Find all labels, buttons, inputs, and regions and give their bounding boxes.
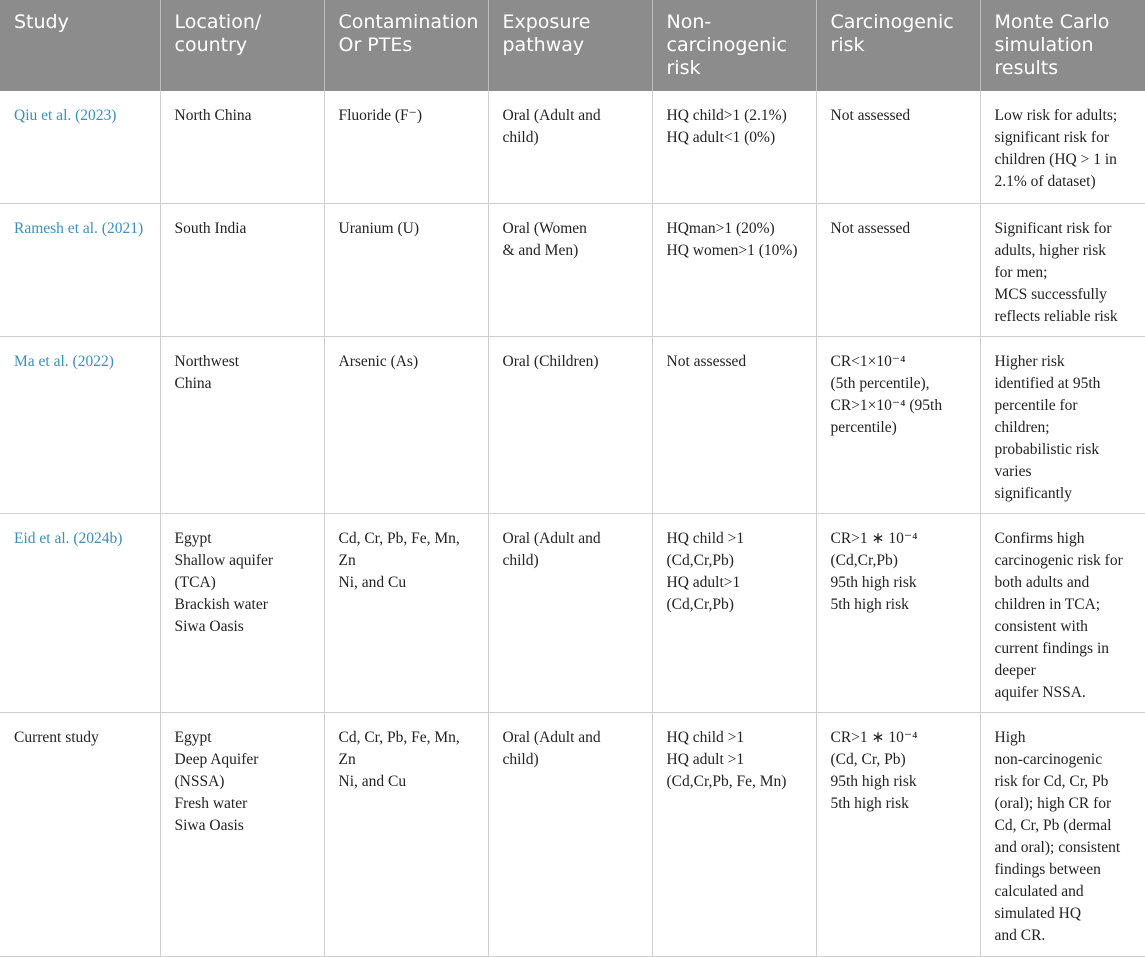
text-line: Higher risk — [994, 352, 1065, 370]
text-line: Oral (Adult and — [502, 728, 601, 746]
text-line: 2.1% of dataset) — [994, 173, 1096, 190]
text-line: country — [174, 34, 248, 56]
cell-study — [0, 513, 160, 712]
text-line: Uranium (U) — [338, 219, 419, 237]
cell-monte-carlo-results — [980, 91, 1145, 203]
text-line: both adults and — [994, 573, 1090, 591]
text-line: Fresh water — [174, 794, 248, 812]
text-line: Egypt — [174, 529, 212, 547]
text-line: CR>1×10⁻⁴ (95th — [830, 396, 943, 414]
citation-link[interactable]: Ramesh et al. (2021) — [14, 219, 144, 237]
text-line: Ni, and Cu — [338, 772, 407, 790]
text-line: Contamination — [338, 11, 479, 33]
text-line: Fluoride (F⁻) — [338, 107, 423, 124]
cell-exposure-pathway — [488, 712, 652, 956]
text-line: calculated and — [994, 882, 1084, 900]
cell-carcinogenic-risk — [816, 203, 980, 336]
cell-exposure-pathway — [488, 336, 652, 513]
text-line: (NSSA) — [174, 772, 225, 790]
text-line: Not assessed — [830, 219, 911, 237]
text-line: risk — [830, 34, 865, 56]
text-line: HQ adult>1 — [666, 573, 741, 591]
text-line: Siwa Oasis — [174, 617, 244, 635]
text-line: reflects reliable risk — [994, 307, 1118, 325]
text-line: deeper — [994, 661, 1036, 679]
text-line: Ni, and Cu — [338, 573, 407, 591]
text-line: non-carcinogenic — [994, 750, 1103, 768]
text-line: Significant risk for — [994, 219, 1112, 237]
header-carcinogenic-risk — [816, 0, 980, 91]
header-row — [0, 0, 1145, 91]
text-line: (Cd,Cr,Pb, Fe, Mn) — [666, 772, 787, 790]
text-line: simulated HQ — [994, 904, 1082, 922]
text-line: 5th high risk — [830, 794, 909, 812]
cell-monte-carlo-results — [980, 336, 1145, 513]
text-line: percentile for — [994, 396, 1078, 414]
text-line: for men; — [994, 263, 1048, 281]
text-line: Exposure — [502, 11, 591, 33]
text-line: South India — [174, 219, 247, 237]
text-line: adults, higher risk — [994, 241, 1106, 259]
text-line: findings between — [994, 860, 1101, 878]
text-line: China — [174, 374, 212, 392]
text-line: Deep Aquifer — [174, 750, 259, 768]
text-line: Confirms high — [994, 529, 1085, 547]
cell-monte-carlo-results — [980, 203, 1145, 336]
text-line: results — [994, 57, 1059, 79]
text-line: (TCA) — [174, 573, 216, 591]
cell-carcinogenic-risk — [816, 513, 980, 712]
text-line: Oral (Adult and — [502, 529, 601, 547]
text-line: children; — [994, 418, 1050, 436]
text-line: HQman>1 (20%) — [666, 219, 775, 237]
text-line: HQ adult<1 (0%) — [666, 129, 776, 146]
text-line: Location/ — [174, 11, 262, 33]
text-line: simulation — [994, 34, 1094, 56]
text-line: Not assessed — [666, 352, 747, 370]
text-line: Cd, Cr, Pb (dermal — [994, 816, 1112, 834]
cell-location — [160, 203, 324, 336]
text-line: Oral (Adult and — [502, 107, 601, 124]
cell-study — [0, 203, 160, 336]
cell-carcinogenic-risk — [816, 91, 980, 203]
text-line: (5th percentile), — [830, 374, 930, 392]
cell-location — [160, 336, 324, 513]
cell-location — [160, 513, 324, 712]
cell-exposure-pathway — [488, 513, 652, 712]
cell-non-carcinogenic-risk — [652, 336, 816, 513]
table-row — [0, 203, 1145, 336]
text-line: pathway — [502, 34, 585, 56]
cell-non-carcinogenic-risk — [652, 203, 816, 336]
table-row — [0, 91, 1145, 203]
text-line: identified at 95th — [994, 374, 1101, 392]
text-line: current findings in — [994, 639, 1110, 657]
header-non-carcinogenic-risk — [652, 0, 816, 91]
text-line: Monte Carlo — [994, 11, 1110, 33]
text-line: and CR. — [994, 926, 1046, 944]
cell-study — [0, 336, 160, 513]
cell-monte-carlo-results — [980, 712, 1145, 956]
cell-non-carcinogenic-risk — [652, 712, 816, 956]
table-row — [0, 513, 1145, 712]
text-line: (Cd,Cr,Pb) — [666, 595, 734, 613]
text-line: Oral (Women — [502, 219, 587, 237]
text-line: Low risk for adults; — [994, 107, 1118, 124]
text-line: MCS successfully — [994, 285, 1107, 303]
text-line: 95th high risk — [830, 772, 917, 790]
cell-study — [0, 712, 160, 956]
text-line: Zn — [338, 750, 356, 768]
text-line: CR<1×10⁻⁴ — [830, 352, 906, 370]
text-line: percentile) — [830, 418, 897, 436]
table-row — [0, 336, 1145, 513]
header-monte-carlo-results — [980, 0, 1145, 91]
cell-contamination — [324, 513, 488, 712]
text-line: consistent with — [994, 617, 1088, 635]
study-label: Current study — [14, 728, 99, 746]
text-line: children (HQ > 1 in — [994, 151, 1117, 168]
cell-carcinogenic-risk — [816, 336, 980, 513]
cell-exposure-pathway — [488, 91, 652, 203]
cell-location — [160, 712, 324, 956]
text-line: Non- — [666, 11, 712, 33]
cell-contamination — [324, 203, 488, 336]
text-line: HQ child>1 (2.1%) — [666, 107, 787, 124]
text-line: Or PTEs — [338, 34, 413, 56]
text-line: risk for Cd, Cr, Pb — [994, 772, 1109, 790]
text-line: Egypt — [174, 728, 212, 746]
text-line: Northwest — [174, 352, 240, 370]
text-line: child) — [502, 750, 539, 768]
text-line: significantly — [994, 484, 1072, 502]
cell-monte-carlo-results — [980, 513, 1145, 712]
text-line: (Cd,Cr,Pb) — [830, 551, 898, 569]
text-line: Brackish water — [174, 595, 268, 613]
text-line: significant risk for — [994, 129, 1110, 146]
header-exposure-pathway — [488, 0, 652, 91]
cell-non-carcinogenic-risk — [652, 91, 816, 203]
cell-non-carcinogenic-risk — [652, 513, 816, 712]
text-line: Study — [14, 11, 69, 33]
text-line: children in TCA; — [994, 595, 1101, 613]
text-line: Zn — [338, 551, 356, 569]
text-line: probabilistic risk — [994, 440, 1100, 458]
header-study — [0, 0, 160, 91]
text-line: North China — [174, 107, 252, 124]
text-line: and oral); consistent — [994, 838, 1121, 856]
text-line: HQ women>1 (10%) — [666, 241, 798, 259]
header-contamination — [324, 0, 488, 91]
text-line: Carcinogenic — [830, 11, 954, 33]
text-line: carcinogenic — [666, 34, 787, 56]
table-row — [0, 712, 1145, 956]
cell-contamination — [324, 712, 488, 956]
cell-carcinogenic-risk — [816, 712, 980, 956]
text-line: HQ child >1 — [666, 728, 745, 746]
text-line: HQ adult >1 — [666, 750, 745, 768]
cell-location — [160, 91, 324, 203]
text-line: (Cd, Cr, Pb) — [830, 750, 906, 768]
cell-contamination — [324, 91, 488, 203]
text-line: child) — [502, 551, 539, 569]
citation-link[interactable]: Eid et al. (2024b) — [14, 529, 123, 547]
text-line: CR>1 ∗ 10⁻⁴ — [830, 529, 918, 547]
text-line: Cd, Cr, Pb, Fe, Mn, — [338, 529, 460, 547]
text-line: Cd, Cr, Pb, Fe, Mn, — [338, 728, 460, 746]
text-line: aquifer NSSA. — [994, 683, 1086, 701]
text-line: 5th high risk — [830, 595, 909, 613]
text-line: HQ child >1 — [666, 529, 745, 547]
text-line: Arsenic (As) — [338, 352, 419, 370]
citation-link[interactable]: Qiu et al. (2023) — [14, 107, 117, 124]
text-line: (Cd,Cr,Pb) — [666, 551, 734, 569]
text-line: High — [994, 728, 1026, 746]
citation-link[interactable]: Ma et al. (2022) — [14, 352, 114, 370]
header-location — [160, 0, 324, 91]
text-line: carcinogenic risk for — [994, 551, 1123, 569]
text-line: & and Men) — [502, 241, 579, 259]
text-line: risk — [666, 57, 701, 79]
text-line: varies — [994, 462, 1032, 480]
text-line: (oral); high CR for — [994, 794, 1112, 812]
text-line: Not assessed — [830, 107, 911, 124]
text-line: CR>1 ∗ 10⁻⁴ — [830, 728, 918, 746]
text-line: Siwa Oasis — [174, 816, 244, 834]
cell-study — [0, 91, 160, 203]
text-line: Oral (Children) — [502, 352, 599, 370]
text-line: child) — [502, 129, 539, 146]
cell-exposure-pathway — [488, 203, 652, 336]
text-line: 95th high risk — [830, 573, 917, 591]
text-line: Shallow aquifer — [174, 551, 274, 569]
cell-contamination — [324, 336, 488, 513]
